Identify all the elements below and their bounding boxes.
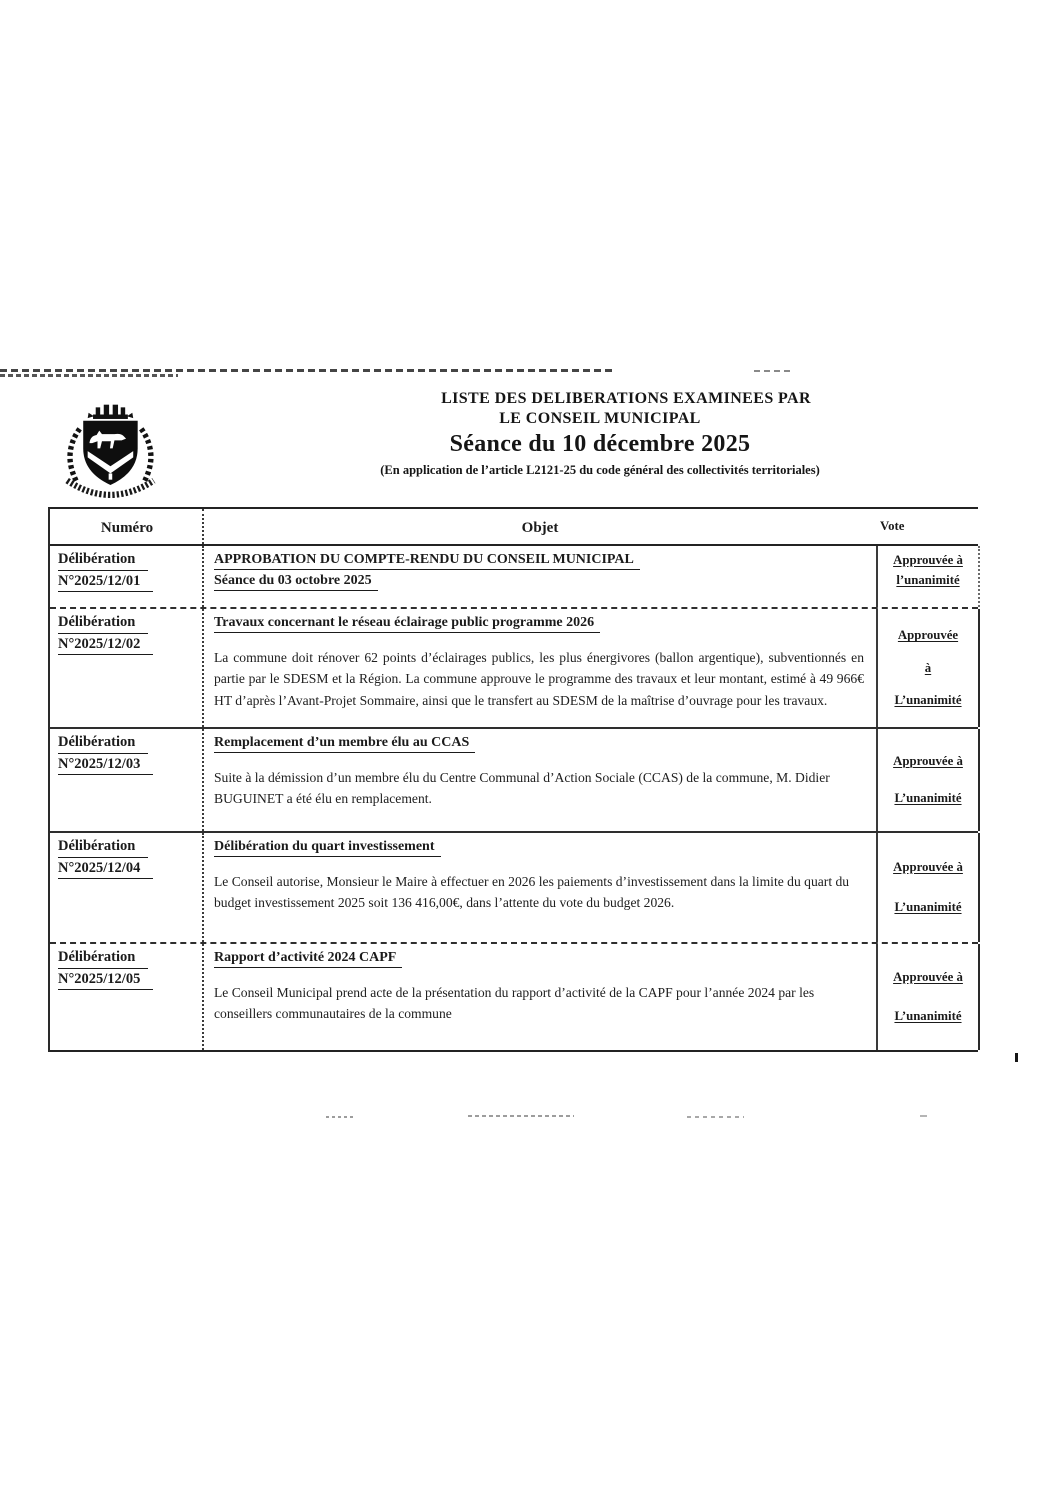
deliberations-table	[48, 507, 978, 1052]
vote-result: à	[924, 660, 932, 675]
commune-coat-of-arms	[55, 402, 165, 502]
vote-result: L’unanimité	[894, 900, 962, 914]
column-header-objet: Objet	[521, 520, 559, 536]
legal-reference-subtitle: (En application de l’article L2121-25 du code général des collectivités territoriales)	[380, 463, 820, 477]
scan-artifact-top-dash	[754, 370, 792, 372]
deliberation-number: N°2025/12/01	[58, 572, 153, 593]
deliberation-label: Délibération	[58, 837, 148, 858]
deliberation-number: N°2025/12/02	[58, 635, 153, 656]
objet-subtitle: Séance du 03 octobre 2025	[214, 572, 378, 591]
document-title-line1: LISTE DES DELIBERATIONS EXAMINEES PAR	[441, 390, 811, 407]
objet-title: Travaux concernant le réseau éclairage public programme 2026	[214, 614, 600, 633]
vote-result: L’unanimité	[894, 791, 962, 806]
table-row	[50, 609, 978, 729]
objet-title: Rapport d’activité 2024 CAPF	[214, 949, 402, 968]
scan-artifact-bottom-dash	[687, 1116, 744, 1118]
vote-result: l’unanimité	[896, 573, 960, 587]
objet-body: Le Conseil Municipal prend acte de la présentation du rapport d’activité de la CAPF pour l’année 2024 par les conseillers communautaires de la commune	[214, 985, 815, 1022]
objet-body: La commune doit rénover 62 points d’éclairages publics, les plus énergivores (ballon argentique), subventionnés en partie par le SDESM et la Région. La commune approuve le programme des travaux et leur montant, estimé à 49 966€ HT d’après l’Avant-Projet Sommaire, ainsi que le transfert au SDESM de la maîtrise d’ouvrage pour les travaux.	[214, 650, 864, 708]
table-header-row	[50, 509, 978, 546]
deliberation-label: Délibération	[58, 613, 148, 634]
deliberation-label: Délibération	[58, 733, 148, 754]
scan-artifact-top-line-left	[0, 374, 178, 377]
document-title-line2: LE CONSEIL MUNICIPAL	[499, 410, 701, 427]
vote-result: L’unanimité	[894, 692, 962, 707]
table-row	[50, 546, 978, 609]
vote-result: Approuvée à	[893, 970, 963, 984]
session-title: Séance du 10 décembre 2025	[449, 431, 751, 457]
table-row	[50, 729, 978, 833]
objet-body: Le Conseil autorise, Monsieur le Maire à effectuer en 2026 les paiements d’investissement dans la limite du quart du budget investissement 2025 soit 136 416,00€, dans l’attente du vote du budget 2026.	[214, 874, 850, 911]
column-header-vote: Vote	[880, 518, 905, 533]
scan-artifact-top-line	[0, 369, 612, 372]
document-header	[170, 390, 1030, 478]
table-row	[50, 833, 978, 944]
scan-artifact-tick	[1015, 1053, 1018, 1062]
deliberation-number: N°2025/12/05	[58, 970, 153, 991]
vote-result: Approuvée à	[893, 553, 963, 567]
deliberation-label: Délibération	[58, 550, 148, 571]
table-row	[50, 944, 978, 1052]
scan-artifact-bottom-dash	[920, 1115, 927, 1117]
objet-title: APPROBATION DU COMPTE-RENDU DU CONSEIL MUNICIPAL	[214, 551, 640, 570]
objet-title: Remplacement d’un membre élu au CCAS	[214, 734, 475, 753]
objet-title: Délibération du quart investissement	[214, 838, 441, 857]
vote-result: Approuvée à	[893, 860, 963, 874]
vote-result: Approuvée	[897, 628, 959, 643]
vote-result: Approuvée à	[893, 753, 963, 768]
deliberation-number: N°2025/12/03	[58, 755, 153, 776]
scan-artifact-bottom-dash	[468, 1115, 574, 1117]
scan-artifact-bottom-dash	[326, 1116, 354, 1118]
vote-result: L’unanimité	[894, 1009, 962, 1023]
column-header-numero: Numéro	[50, 509, 204, 544]
coat-of-arms-icon	[55, 402, 165, 502]
deliberation-number: N°2025/12/04	[58, 859, 153, 880]
deliberation-label: Délibération	[58, 948, 148, 969]
objet-body: Suite à la démission d’un membre élu du Centre Communal d’Action Sociale (CCAS) de la commune, M. Didier BUGUINET a été élu en remplacement.	[214, 770, 830, 807]
